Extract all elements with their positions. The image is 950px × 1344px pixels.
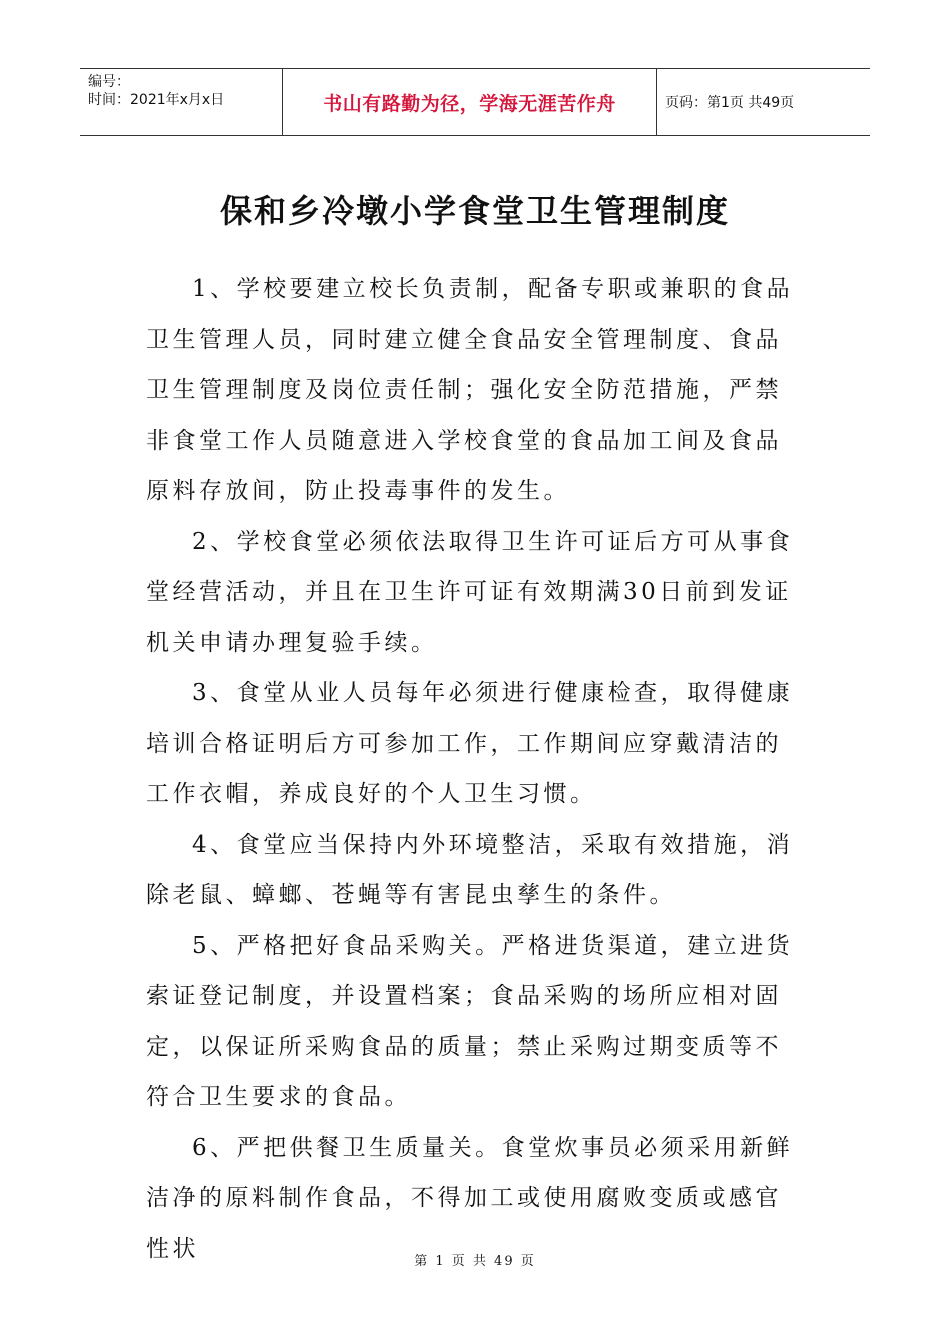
paragraph-6: 6、严把供餐卫生质量关。食堂炊事员必须采用新鲜洁净的原料制作食品，不得加工或使用腐败变质或感官性状 — [146, 1134, 794, 1262]
paragraph-4: 4、食堂应当保持内外环境整洁，采取有效措施，消除老鼠、蟑螂、苍蝇等有害昆虫孳生的条件。 — [146, 831, 794, 908]
page-info-text: 页码：第1页 共49页 — [665, 95, 795, 111]
paragraph-2: 2、学校食堂必须依法取得卫生许可证后方可从事食堂经营活动，并且在卫生许可证有效期满30日前到发证机关申请办理复验手续。 — [146, 528, 794, 656]
page-header — [80, 68, 870, 136]
paragraph-1: 1、学校要建立校长负责制，配备专职或兼职的食品卫生管理人员，同时建立健全食品安全管理制度、食品卫生管理制度及岗位责任制；强化安全防范措施，严禁非食堂工作人员随意进入学校食堂的食品加工间及食品原料存放间，防止投毒事件的发生。 — [146, 276, 794, 504]
header-motto-cell — [282, 69, 657, 135]
document-body — [146, 264, 806, 1274]
paragraph-5: 5、严格把好食品采购关。严格进货渠道，建立进货索证登记制度，并设置档案；食品采购的场所应相对固定，以保证所采购食品的质量；禁止采购过期变质等不符合卫生要求的食品。 — [146, 932, 794, 1110]
page-footer: 第 1 页 共 49 页 — [414, 1254, 536, 1269]
document-title: 保和乡冷墩小学食堂卫生管理制度 — [219, 192, 730, 230]
motto-text: 书山有路勤为径，学海无涯苦作舟 — [323, 92, 616, 115]
date-label: 时间：2021年x月x日 — [88, 92, 225, 108]
serial-label: 编号： — [88, 74, 130, 90]
paragraph-3: 3、食堂从业人员每年必须进行健康检查，取得健康培训合格证明后方可参加工作，工作期间应穿戴清洁的工作衣帽，养成良好的个人卫生习惯。 — [146, 680, 794, 807]
header-page-info — [657, 69, 870, 135]
header-meta — [80, 69, 282, 135]
